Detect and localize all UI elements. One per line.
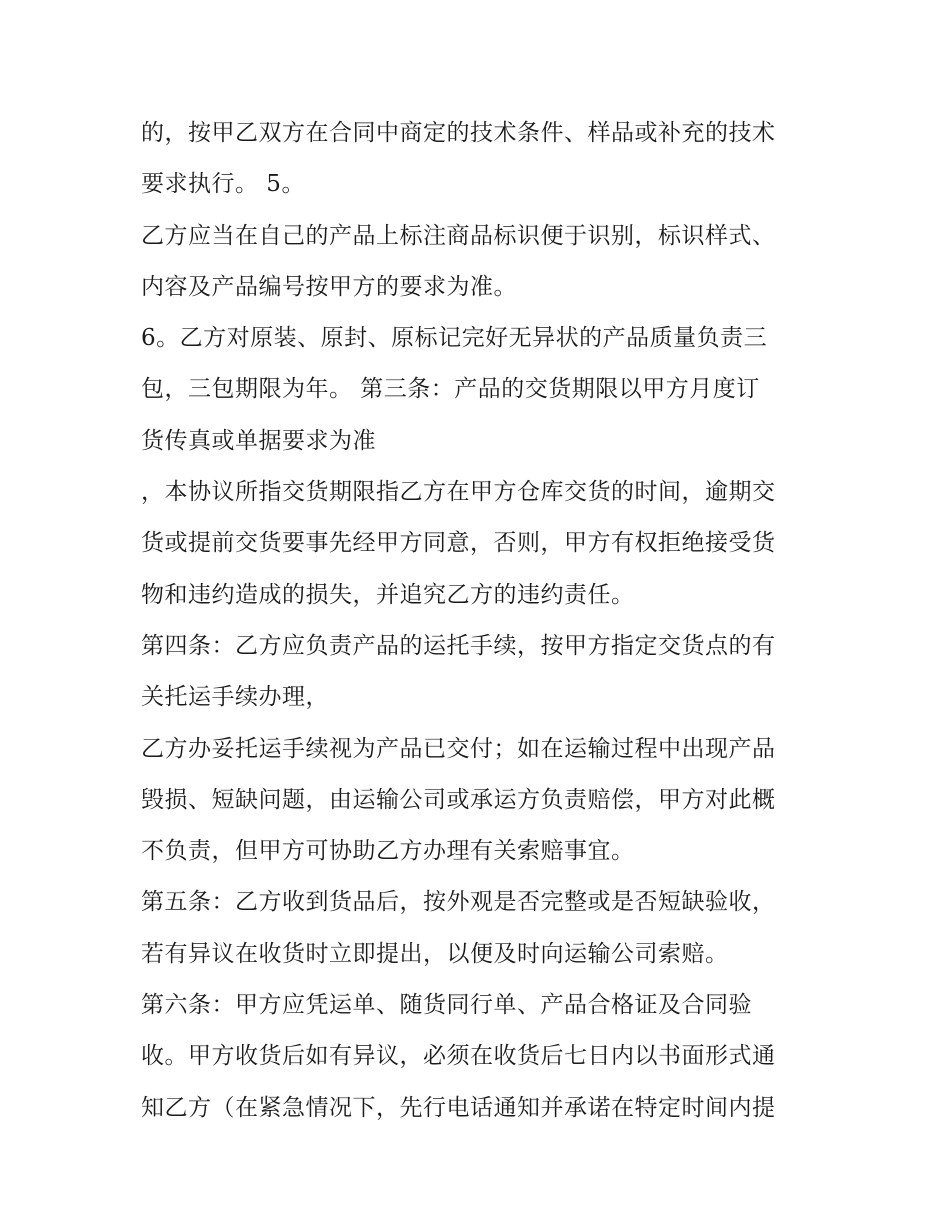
text-line: 关托运手续办理， bbox=[141, 684, 329, 711]
text-line: 收。甲方收货后如有异议，必须在收货后七日内以书面形式通 bbox=[141, 1043, 776, 1070]
text-line: 内容及产品编号按甲方的要求为准。 bbox=[141, 273, 517, 300]
text-line: 货传真或单据要求为准 bbox=[141, 427, 376, 454]
text-line: 的，按甲乙双方在合同中商定的技术条件、样品或补充的技术 bbox=[141, 120, 776, 146]
text-line: 毁损、短缺问题，由运输公司或承运方负责赔偿，甲方对此概 bbox=[141, 786, 776, 813]
text-line: 知乙方（在紧急情况下，先行电话通知并承诺在特定时间内提 bbox=[141, 1094, 776, 1121]
text-line: 不负责，但甲方可协助乙方办理有关索赔事宜。 bbox=[141, 838, 635, 865]
text-line: 乙方办妥托运手续视为产品已交付；如在运输过程中出现产品 bbox=[141, 735, 776, 762]
text-line: 6。乙方对原装、原封、原标记完好无异状的产品质量负责三 bbox=[141, 325, 768, 352]
text-line: 第六条：甲方应凭运单、随货同行单、产品合格证及合同验 bbox=[141, 992, 752, 1019]
text-line: 第四条：乙方应负责产品的运托手续，按甲方指定交货点的有 bbox=[141, 632, 776, 659]
text-line: 物和违约造成的损失，并追究乙方的违约责任。 bbox=[141, 581, 635, 608]
text-line: 乙方应当在自己的产品上标注商品标识便于识别，标识样式、 bbox=[141, 222, 776, 249]
text-line: 包，三包期限为年。 第三条：产品的交货期限以甲方月度订 bbox=[141, 376, 760, 403]
text-line: ，本协议所指交货期限指乙方在甲方仓库交货的时间，逾期交 bbox=[141, 479, 776, 506]
text-line: 货或提前交货要事先经甲方同意，否则，甲方有权拒绝接受货 bbox=[141, 530, 776, 557]
document-body bbox=[141, 108, 821, 1134]
text-line: 第五条：乙方收到货品后，按外观是否完整或是否短缺验收， bbox=[141, 889, 776, 916]
text-line: 若有异议在收货时立即提出，以便及时向运输公司索赔。 bbox=[141, 940, 729, 967]
text-line: 要求执行。 5。 bbox=[141, 171, 305, 198]
